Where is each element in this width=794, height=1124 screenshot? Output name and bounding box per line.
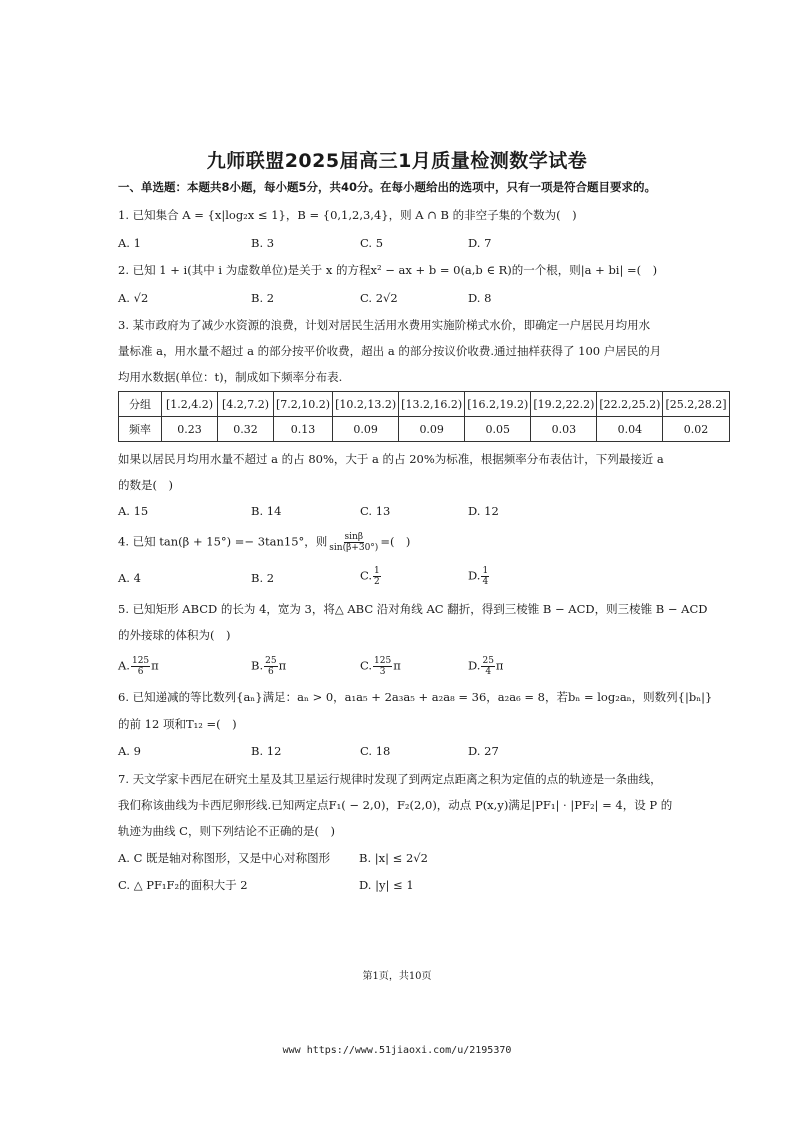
q4-stem-suffix: =( )	[380, 534, 411, 549]
option-fraction	[131, 656, 150, 677]
table-header-cell: 分组	[119, 392, 162, 417]
q7-option-b: B. |x| ≤ 2√2	[359, 851, 428, 865]
option-fraction	[481, 656, 494, 677]
question-6-stem-line-2: 的前 12 项和T₁₂ =( )	[118, 717, 237, 731]
question-2-stem: 2. 已知 1 + i(其中 i 为虚数单位)是关于 x 的方程x² − ax + b = 0(a,b ∈ R)的一个根，则|a + bi| =( )	[118, 263, 658, 277]
question-6-stem-line-1: 6. 已知递减的等比数列{aₙ}满足：aₙ > 0，a₁a₅ + 2a₃a₅ + a₂a₈ = 36，a₂a₆ = 8，若bₙ = log₂aₙ，则数列{|bₙ|}	[118, 690, 713, 704]
fraction-denominator: 4	[482, 577, 489, 587]
option-label: B.	[251, 658, 264, 673]
section-heading: 一、单选题：本题共8小题，每小题5分，共40分。在每小题给出的选项中，只有一项是符合题目要求的。	[118, 180, 657, 194]
question-4-stem	[118, 532, 410, 553]
option-label: A.	[118, 658, 130, 673]
question-7-stem-line-1: 7. 天文学家卡西尼在研究土星及其卫星运行规律时发现了到两定点距离之积为定值的点的轨迹是一条曲线，	[118, 772, 662, 786]
table-cell: 0.23	[162, 417, 218, 442]
option-fraction	[264, 656, 277, 677]
q7-option-a: A. C 既是轴对称图形，又是中心对称图形	[118, 851, 331, 865]
q3-option-d: D. 12	[468, 504, 499, 518]
q6-option-d: D. 27	[468, 744, 499, 758]
q1-option-d: D. 7	[468, 236, 492, 250]
table-row-frequencies	[119, 417, 730, 442]
option-suffix: π	[151, 658, 159, 673]
q7-option-c: C. △ PF₁F₂的面积大于 2	[118, 878, 248, 892]
q5-option-c	[360, 656, 401, 677]
question-3-stem-line-1: 3. 某市政府为了减少水资源的浪费，计划对居民生活用水费用实施阶梯式水价，即确定一户居民月均用水	[118, 318, 651, 332]
q4-fraction-denominator: sin(β+30°)	[329, 543, 379, 553]
table-cell: [25.2,28.2]	[663, 392, 729, 417]
question-3-after-line-2: 的数是( )	[118, 478, 173, 492]
fraction-denominator: 2	[374, 577, 380, 587]
q4-option-b: B. 2	[251, 571, 275, 585]
q1-option-b: B. 3	[251, 236, 275, 250]
table-header-cell: 频率	[119, 417, 162, 442]
table-cell: [16.2,19.2)	[465, 392, 531, 417]
table-cell: [22.2,25.2)	[597, 392, 663, 417]
question-1-stem: 1. 已知集合 A = {x|log₂x ≤ 1}，B = {0,1,2,3,4}，则 A ∩ B 的非空子集的个数为( )	[118, 208, 577, 222]
q3-option-a: A. 15	[118, 504, 149, 518]
option-label: D.	[468, 658, 481, 673]
question-3-after-line-1: 如果以居民月均用水量不超过 a 的占 80%，大于 a 的占 20%为标准，根据频率分布表估计，下列最接近 a	[118, 452, 664, 466]
table-cell: 0.04	[597, 417, 663, 442]
q4-option-d-label: D.	[468, 568, 481, 583]
question-7-stem-line-3: 轨迹为曲线 C，则下列结论不正确的是( )	[118, 824, 335, 838]
q4-option-c	[360, 566, 382, 587]
q1-option-c: C. 5	[360, 236, 384, 250]
q3-option-b: B. 14	[251, 504, 282, 518]
table-cell: 0.09	[333, 417, 399, 442]
table-cell: [7.2,10.2)	[274, 392, 333, 417]
table-cell: [13.2,16.2)	[399, 392, 465, 417]
fraction-numerator: 1	[374, 566, 380, 576]
q3-option-c: C. 13	[360, 504, 391, 518]
frequency-table	[118, 391, 730, 442]
table-cell: 0.02	[663, 417, 729, 442]
q2-option-a: A. √2	[118, 291, 149, 305]
table-cell: 0.03	[531, 417, 597, 442]
fraction-numerator: 125	[374, 656, 392, 666]
q6-option-c: C. 18	[360, 744, 391, 758]
table-row-groups	[119, 392, 730, 417]
q7-option-d: D. |y| ≤ 1	[359, 878, 414, 892]
table-cell: 0.32	[218, 417, 274, 442]
fraction-denominator: 4	[485, 667, 492, 677]
q4-option-d-fraction	[481, 566, 489, 587]
fraction-denominator: 6	[267, 667, 274, 677]
q5-option-a	[118, 656, 159, 677]
question-5-stem-line-2: 的外接球的体积为( )	[118, 628, 231, 642]
q4-option-a: A. 4	[118, 571, 141, 585]
q4-option-d	[468, 566, 490, 587]
q2-option-d: D. 8	[468, 291, 492, 305]
option-suffix: π	[278, 658, 287, 673]
fraction-denominator: 3	[379, 667, 386, 677]
fraction-numerator: 25	[482, 656, 494, 666]
table-cell: 0.13	[274, 417, 333, 442]
q4-stem-prefix: 4. 已知 tan(β + 15°) =− 3tan15°，则	[118, 534, 328, 549]
q4-fraction-numerator: sinβ	[344, 532, 364, 542]
fraction-numerator: 125	[131, 656, 150, 666]
q4-option-c-fraction	[373, 566, 381, 587]
q2-option-c: C. 2√2	[360, 291, 398, 305]
q4-fraction	[328, 532, 379, 553]
option-fraction	[373, 656, 392, 677]
table-cell: 0.05	[465, 417, 531, 442]
question-5-stem-line-1: 5. 已知矩形 ABCD 的长为 4，宽为 3，将△ ABC 沿对角线 AC 翻折，得到三棱锥 B − ACD，则三棱锥 B − ACD	[118, 602, 708, 616]
page-footer: 第1页，共10页	[362, 971, 432, 982]
table-cell: [10.2,13.2)	[333, 392, 399, 417]
table-cell: [4.2,7.2)	[218, 392, 274, 417]
question-3-stem-line-3: 均用水数据(单位：t)，制成如下频率分布表.	[118, 370, 343, 384]
q6-option-b: B. 12	[251, 744, 282, 758]
option-suffix: π	[393, 658, 401, 673]
table-cell: 0.09	[399, 417, 465, 442]
option-suffix: π	[495, 658, 504, 673]
page-title: 九师联盟2025届高三1月质量检测数学试卷	[206, 150, 588, 172]
fraction-numerator: 1	[482, 566, 489, 576]
option-label: C.	[360, 658, 373, 673]
table-cell: [19.2,22.2)	[531, 392, 597, 417]
fraction-numerator: 25	[265, 656, 277, 666]
question-7-stem-line-2: 我们称该曲线为卡西尼卵形线.已知两定点F₁( − 2,0)，F₂(2,0)，动点 P(x,y)满足|PF₁| · |PF₂| = 4，设 P 的	[118, 798, 673, 812]
watermark-url: www https://www.51jiaoxi.com/u/2195370	[282, 1045, 512, 1056]
q1-option-a: A. 1	[118, 236, 141, 250]
q4-option-c-label: C.	[360, 568, 373, 583]
q2-option-b: B. 2	[251, 291, 275, 305]
table-cell: [1.2,4.2)	[162, 392, 218, 417]
fraction-denominator: 6	[137, 667, 144, 677]
question-3-stem-line-2: 量标准 a，用水量不超过 a 的部分按平价收费，超出 a 的部分按议价收费.通过抽样获得了 100 户居民的月	[118, 344, 662, 358]
q6-option-a: A. 9	[118, 744, 141, 758]
q5-option-d	[468, 656, 503, 677]
q5-option-b	[251, 656, 286, 677]
